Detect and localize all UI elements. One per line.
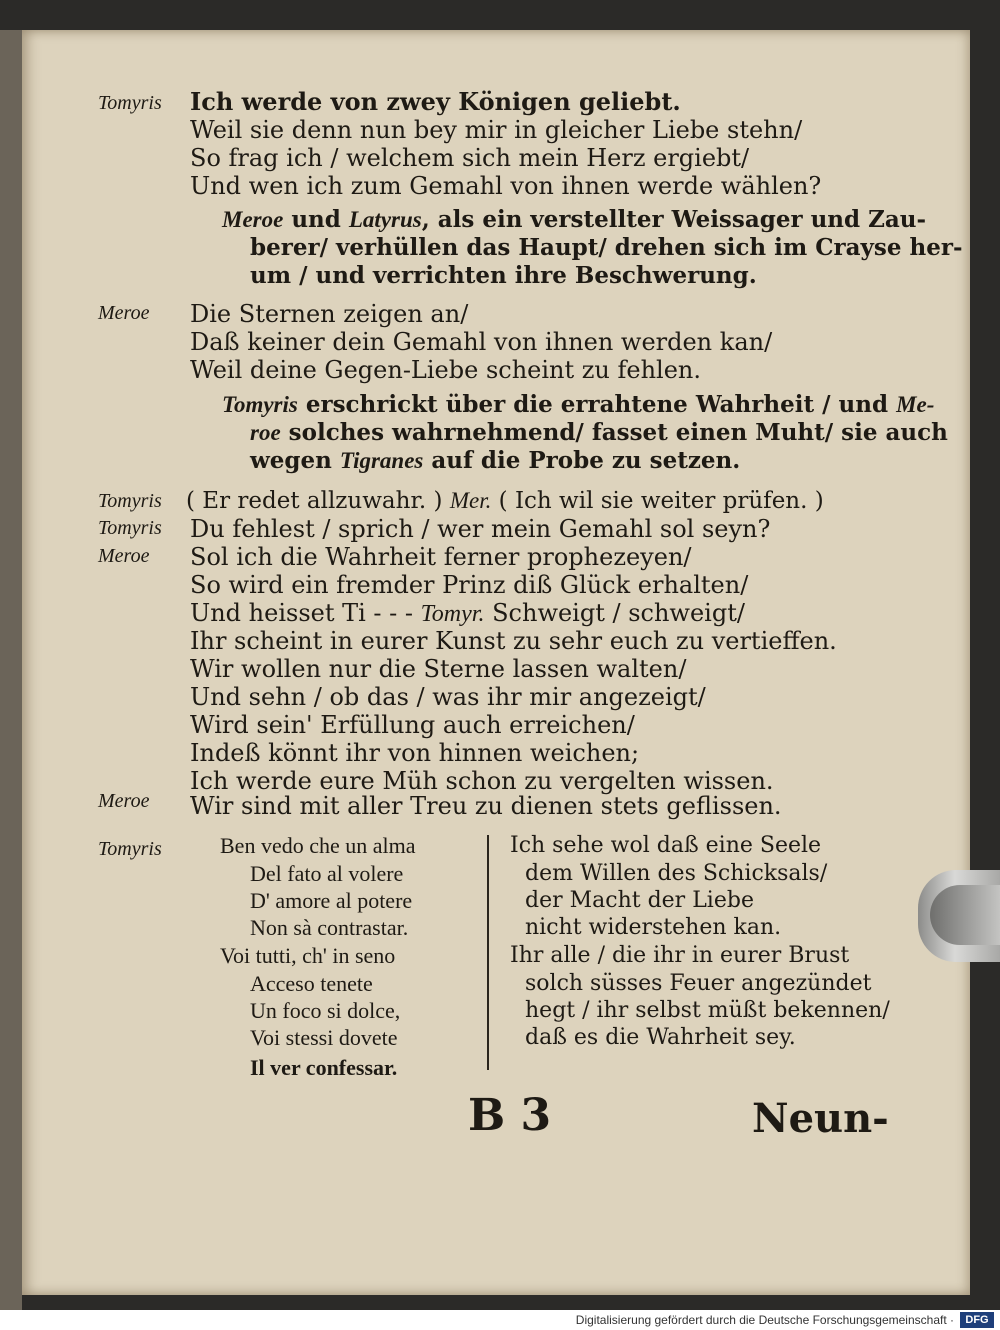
aria-italian-line: Ben vedo che un alma — [220, 833, 416, 858]
verse-line: Ich werde von zwey Königen geliebt. — [190, 87, 681, 116]
column-divider — [487, 835, 489, 1070]
verse-text: Schweigt / schweigt/ — [484, 599, 745, 627]
character-name: roe — [250, 420, 281, 445]
verse-line: Indeß könnt ihr von hinnen weichen; — [190, 739, 640, 767]
speaker-label: Meroe — [98, 545, 150, 567]
character-name: Tomyr. — [420, 601, 485, 627]
catchword: Neun- — [752, 1095, 889, 1142]
aria-italian-line: Un foco si dolce, — [250, 998, 401, 1023]
verse-line: Wir wollen nur die Sterne lassen walten/ — [190, 655, 687, 683]
verse-line: Und sehn / ob das / was ihr mir angezeigt/ — [190, 683, 706, 711]
character-name: Latyrus — [348, 207, 422, 232]
verse-line: Du fehlest / sprich / wer mein Gemahl sol seyn? — [190, 515, 771, 543]
aria-german-line: der Macht der Liebe — [525, 888, 754, 913]
character-name: Tomyris — [222, 392, 298, 417]
verse-line: Ihr scheint in eurer Kunst zu sehr euch zu vertieffen. — [190, 627, 837, 655]
character-name: Meroe — [222, 207, 284, 232]
stage-direction-line: um / und verrichten ihre Beschwerung. — [250, 262, 757, 289]
aria-german-line: daß es die Wahrheit sey. — [525, 1025, 796, 1050]
stage-text: und — [283, 206, 349, 233]
aria-german-line: Ihr alle / die ihr in eurer Brust — [510, 943, 850, 968]
character-name: Tigranes — [339, 448, 424, 473]
stage-text: wegen — [250, 447, 340, 474]
aria-german-line: solch süsses Feuer angezündet — [525, 971, 872, 996]
speaker-label: Tomyris — [98, 838, 162, 860]
verse-line: Weil sie denn nun bey mir in gleicher Liebe stehn/ — [190, 116, 803, 144]
stage-text: solches wahrnehmend/ fasset einen Muht/ sie auch — [280, 419, 948, 446]
stage-direction-line: berer/ verhüllen das Haupt/ drehen sich im Crayse her- — [250, 234, 963, 261]
aside-text: ( Er redet allzuwahr. ) — [186, 488, 450, 514]
aria-german-line: dem Willen des Schicksals/ — [525, 861, 828, 886]
verse-line: Sol ich die Wahrheit ferner prophezeyen/ — [190, 543, 692, 571]
verse-text: Und heisset Ti - - - — [190, 599, 421, 627]
stage-text: , als ein verstellter Weissager und Zau- — [421, 206, 927, 233]
aria-italian-line: D' amore al potere — [250, 888, 413, 913]
verse-line: So wird ein fremder Prinz diß Glück erhalten/ — [190, 571, 749, 599]
verse-line: Wird sein' Erfüllung auch erreichen/ — [190, 711, 635, 739]
speaker-label: Tomyris — [98, 92, 162, 114]
speaker-label: Tomyris — [98, 517, 162, 539]
stage-direction — [222, 391, 934, 419]
verse-line: So frag ich / welchem sich mein Herz ergiebt/ — [190, 144, 750, 172]
verse-line: Daß keiner dein Gemahl von ihnen werden kan/ — [190, 328, 773, 356]
speaker-label: Meroe — [98, 790, 150, 812]
dfg-logo: DFG — [960, 1312, 994, 1328]
character-name: Mer. — [449, 488, 492, 513]
verse-line: Ich werde eure Müh schon zu vergelten wissen. — [190, 767, 774, 795]
aria-italian-line: Voi tutti, ch' in seno — [220, 943, 396, 968]
page-clip-inner — [930, 885, 1000, 945]
speaker-label: Meroe — [98, 302, 150, 324]
stage-text: auf die Probe zu setzen. — [423, 447, 741, 474]
aria-italian-line: Voi stessi dovete — [250, 1025, 398, 1050]
aria-german-line: Ich sehe wol daß eine Seele — [510, 833, 822, 858]
stage-text: erschrickt über die errahtene Wahrheit / und — [297, 391, 897, 418]
aria-italian-line: Acceso tenete — [250, 971, 373, 996]
aria-german-line: hegt / ihr selbst müßt bekennen/ — [525, 998, 890, 1023]
stage-direction — [222, 206, 926, 234]
previous-page-edge — [0, 30, 22, 1310]
aria-italian-line: Del fato al volere — [250, 861, 404, 886]
verse-line — [190, 599, 745, 628]
stage-direction — [250, 419, 948, 447]
verse-line: Weil deine Gegen-Liebe scheint zu fehlen. — [190, 356, 702, 384]
footer-credit: Digitalisierung gefördert durch die Deutsche Forschungsgemeinschaft · — [575, 1313, 954, 1327]
aria-german-line: nicht widerstehen kan. — [525, 915, 782, 940]
verse-line: Wir sind mit aller Treu zu dienen stets geflissen. — [190, 792, 782, 820]
aria-italian-line: Il ver confessar. — [250, 1055, 398, 1080]
character-name: Me- — [896, 392, 935, 417]
stage-direction — [250, 447, 740, 475]
verse-line — [186, 487, 824, 515]
aside-text: ( Ich wil sie weiter prüfen. ) — [491, 488, 824, 514]
signature-mark: B 3 — [468, 1090, 552, 1141]
aria-italian-line: Non sà contrastar. — [250, 915, 409, 940]
verse-line: Die Sternen zeigen an/ — [190, 300, 469, 328]
verse-line: Und wen ich zum Gemahl von ihnen werde wählen? — [190, 172, 822, 200]
speaker-label: Tomyris — [98, 490, 162, 512]
